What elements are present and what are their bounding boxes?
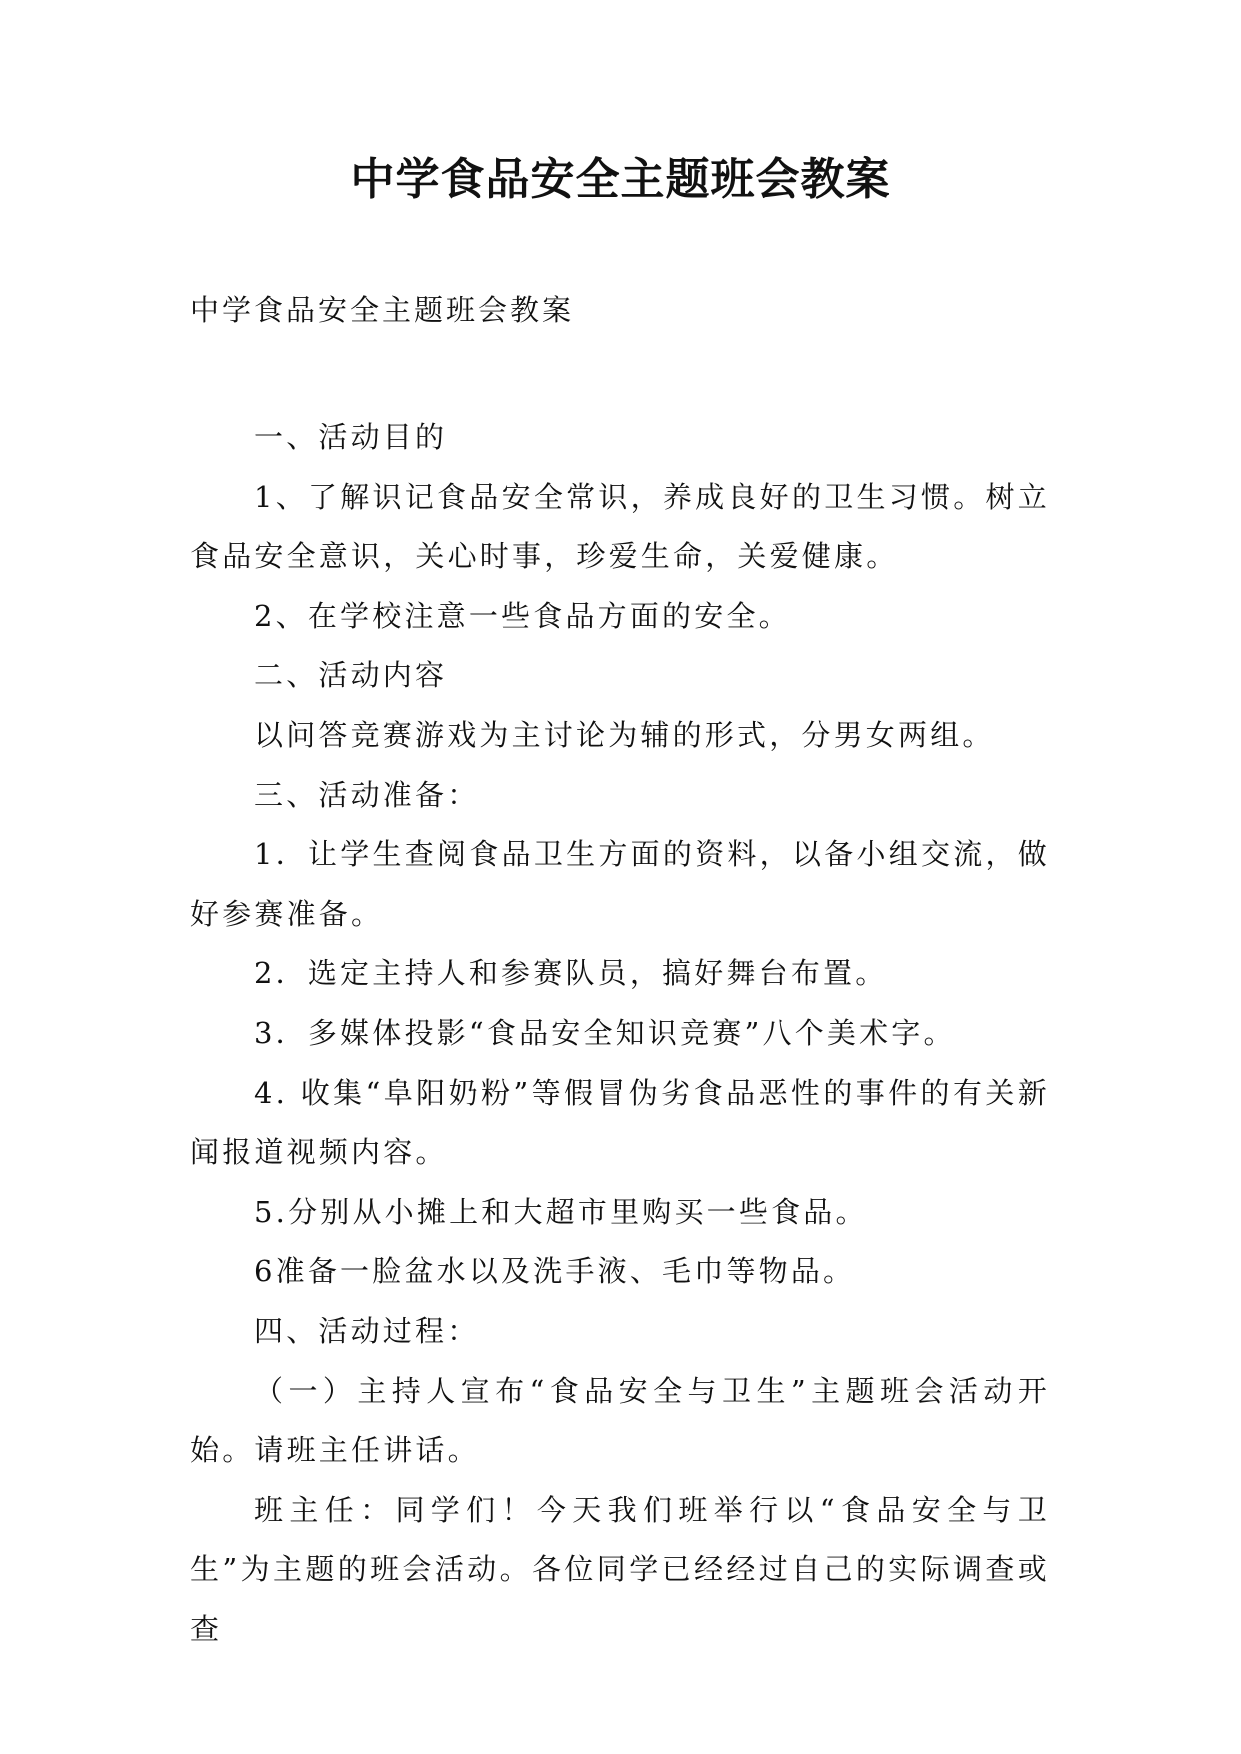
section-heading-preparation: 三、活动准备： <box>254 777 480 812</box>
paragraph: 2．选定主持人和参赛队员，搞好舞台布置。 <box>254 956 888 991</box>
paragraph: 4. 收集“阜阳奶粉”等假冒伪劣食品恶性的事件的有关新闻报道视频内容。 <box>190 1075 1050 1170</box>
paragraph: 以问答竞赛游戏为主讨论为辅的形式，分男女两组。 <box>254 717 995 752</box>
paragraph: 2、在学校注意一些食品方面的安全。 <box>254 598 791 633</box>
section-heading-purpose: 一、活动目的 <box>254 420 448 454</box>
paragraph: （一）主持人宣布“食品安全与卫生”主题班会活动开始。请班主任讲话。 <box>190 1373 1050 1468</box>
document-subtitle: 中学食品安全主题班会教案 <box>190 293 575 327</box>
document-title: 中学食品安全主题班会教案 <box>350 154 891 205</box>
paragraph: 5.分别从小摊上和大超市里购买一些食品。 <box>254 1194 868 1229</box>
section-heading-content: 二、活动内容 <box>254 658 448 693</box>
paragraph: 班主任：同学们！今天我们班举行以“食品安全与卫生”为主题的班会活动。各位同学已经经过自己的实际调查或查 <box>190 1492 1050 1646</box>
section-heading-process: 四、活动过程： <box>254 1313 480 1348</box>
paragraph: 1．让学生查阅食品卫生方面的资料，以备小组交流，做好参赛准备。 <box>190 837 1050 931</box>
paragraph: 6准备一脸盆水以及洗手液、毛巾等物品。 <box>254 1254 856 1289</box>
paragraph: 3．多媒体投影“食品安全知识竞赛”八个美术字。 <box>254 1015 956 1050</box>
document-body <box>190 408 1050 1659</box>
paragraph: 1、了解识记食品安全常识，养成良好的卫生习惯。树立食品安全意识，关心时事，珍爱生命，关爱健康。 <box>190 479 1050 574</box>
